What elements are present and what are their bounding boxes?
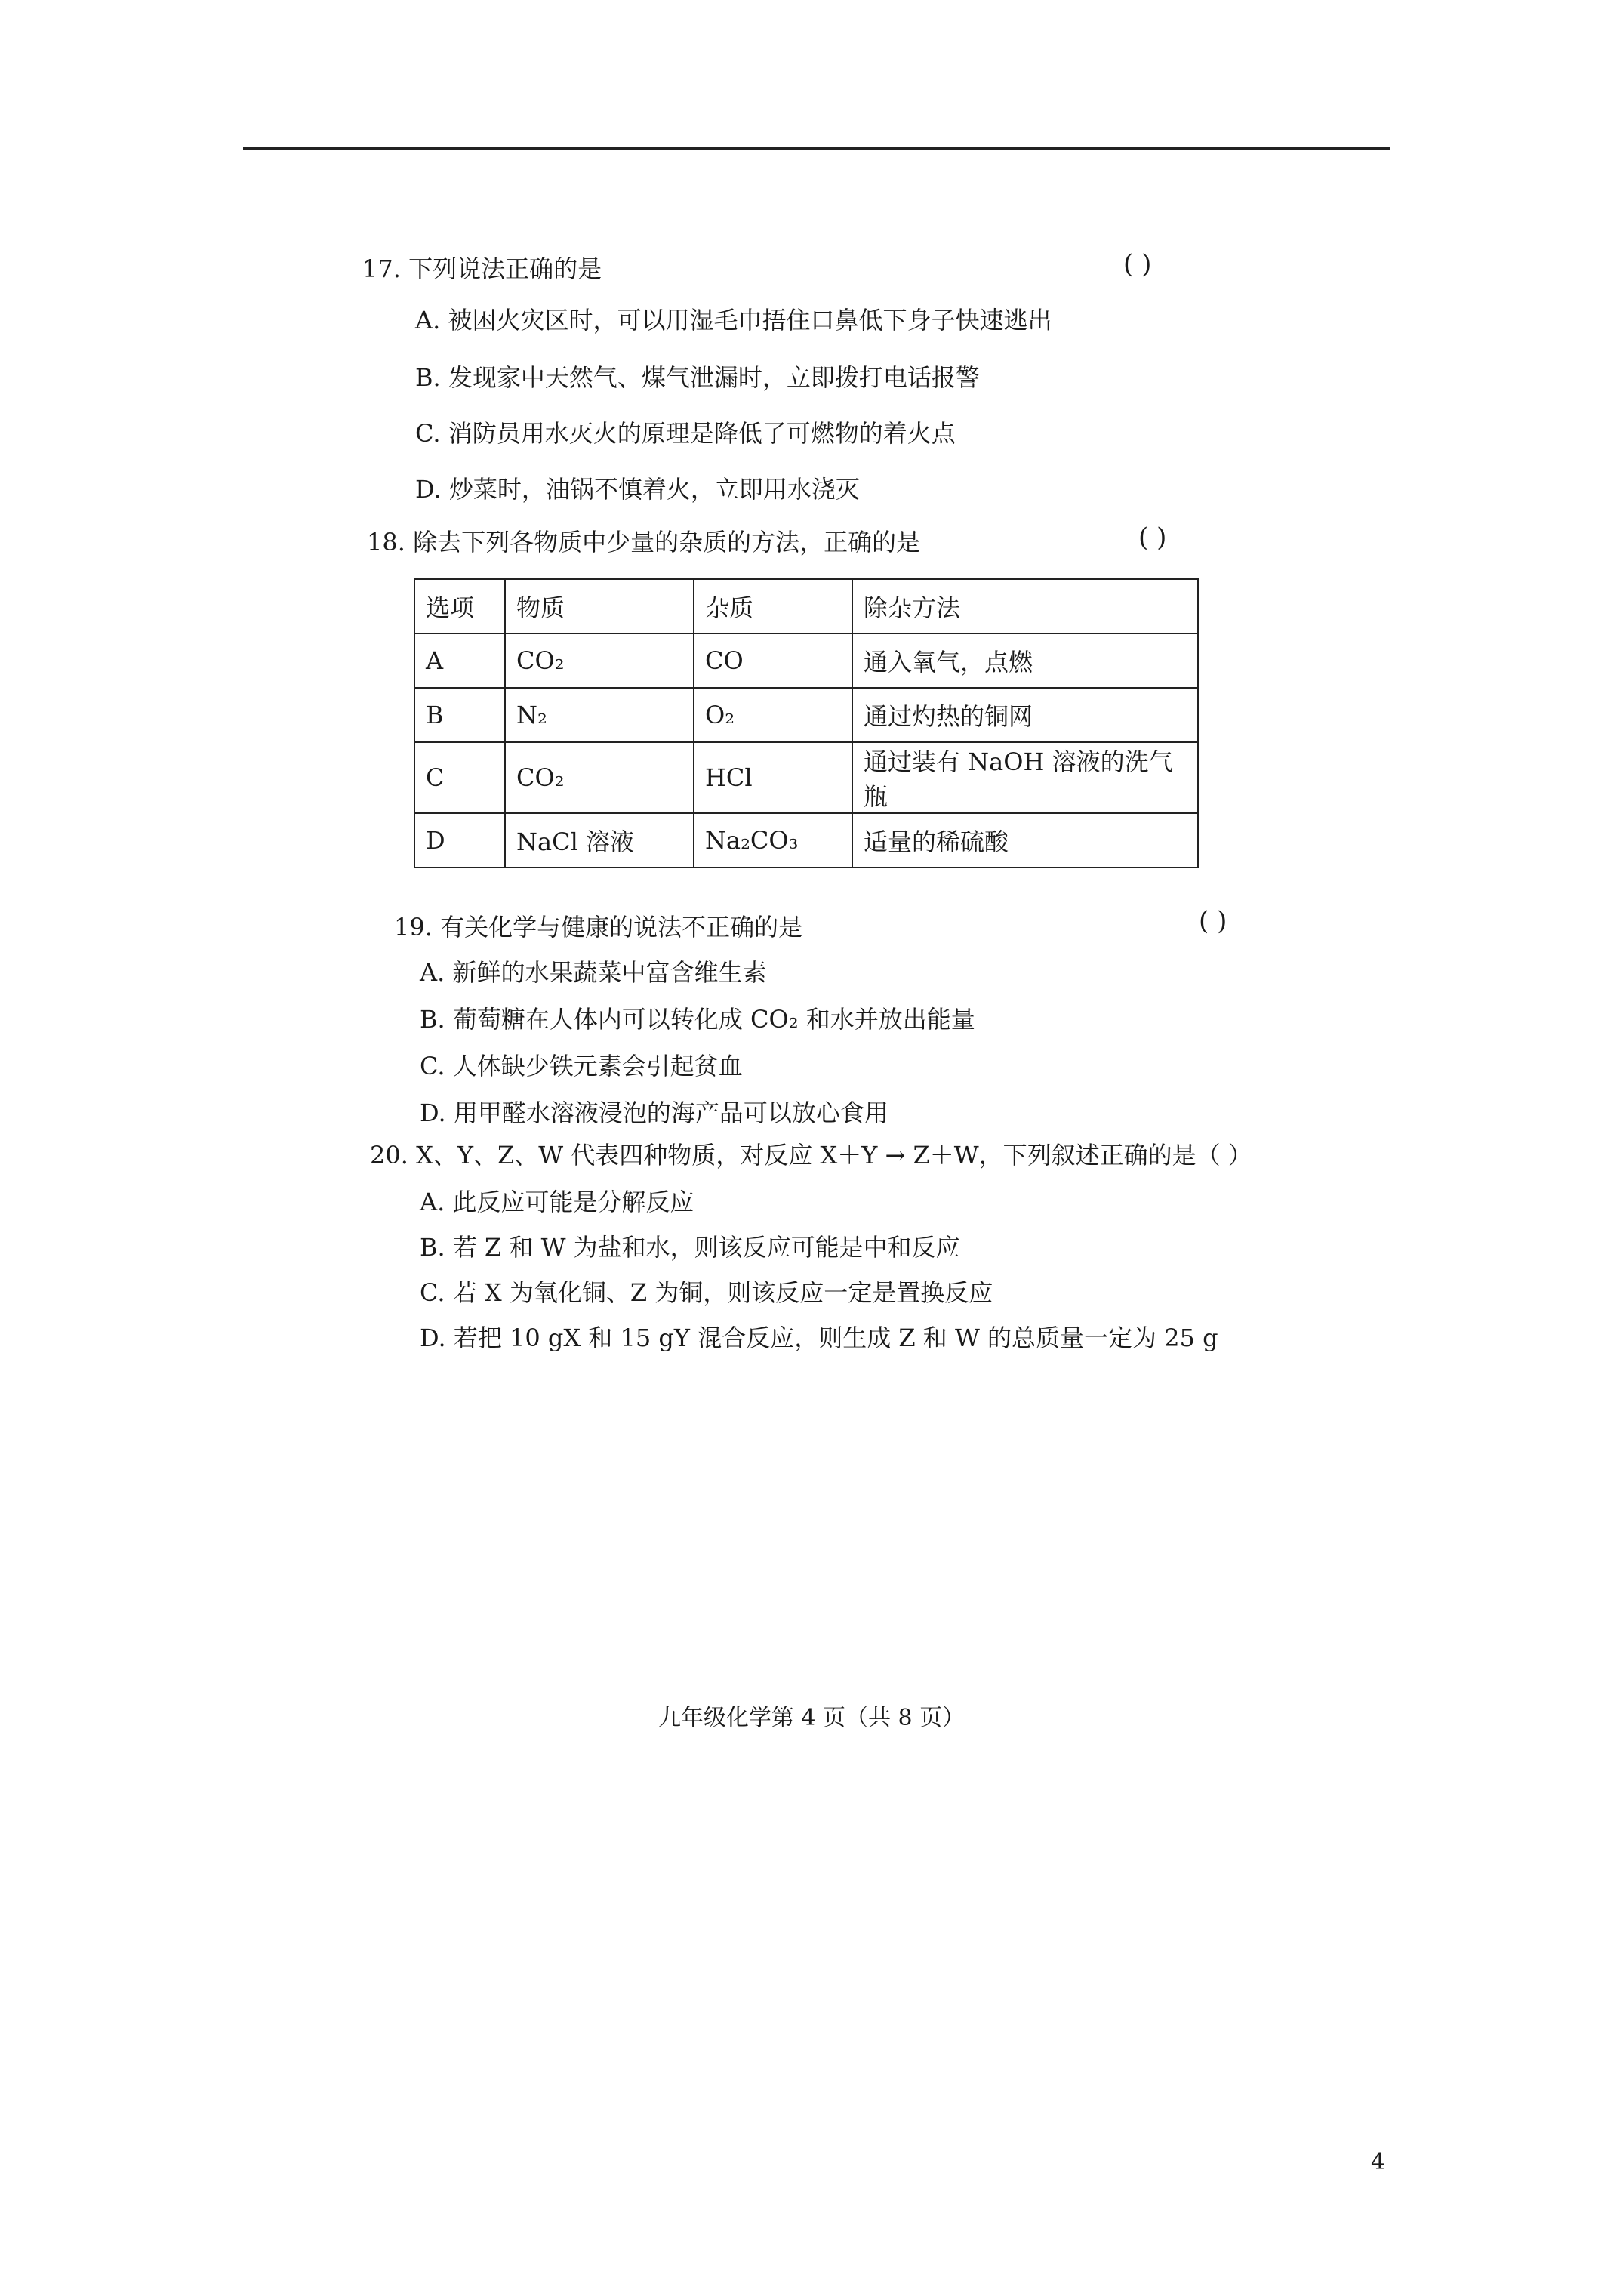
table-row <box>414 813 1198 868</box>
q20-option-d: D. 若把 10 gX 和 15 gY 混合反应，则生成 Z 和 W 的总质量一定为 25 g <box>420 1324 1218 1352</box>
table-header-row <box>414 579 1198 633</box>
q17-option-a: A. 被困火灾区时，可以用湿毛巾捂住口鼻低下身子快速逃出 <box>415 306 1052 334</box>
table-row <box>414 633 1198 688</box>
q20-option-a: A. 此反应可能是分解反应 <box>420 1188 694 1216</box>
q17-stem: 17. 下列说法正确的是 <box>362 254 602 283</box>
q19-option-d: D. 用甲醛水溶液浸泡的海产品可以放心食用 <box>420 1099 888 1127</box>
q17-option-b: B. 发现家中天然气、煤气泄漏时，立即拨打电话报警 <box>415 363 980 392</box>
table-cell: CO₂ <box>505 742 694 813</box>
table-cell: 通过灼热的铜网 <box>852 688 1198 742</box>
page-number: 4 <box>1371 2149 1386 2175</box>
table-cell: 通过装有 NaOH 溶液的洗气瓶 <box>852 742 1198 813</box>
table-cell: D <box>414 813 505 868</box>
header-cell: 选项 <box>414 579 505 633</box>
q19-answer-paren: ( ) <box>1199 906 1227 936</box>
table-cell: HCl <box>694 742 852 813</box>
q17-option-c: C. 消防员用水灭火的原理是降低了可燃物的着火点 <box>415 419 956 448</box>
table-cell: NaCl 溶液 <box>505 813 694 868</box>
q17-answer-paren: ( ) <box>1123 249 1152 279</box>
q20-option-b: B. 若 Z 和 W 为盐和水，则该反应可能是中和反应 <box>420 1233 960 1262</box>
table-cell: CO <box>694 633 852 688</box>
header-cell: 杂质 <box>694 579 852 633</box>
table-cell: N₂ <box>505 688 694 742</box>
table-cell: 适量的稀硫酸 <box>852 813 1198 868</box>
table-row <box>414 742 1198 813</box>
table-cell: A <box>414 633 505 688</box>
q19-stem: 19. 有关化学与健康的说法不正确的是 <box>394 913 803 942</box>
page-footer: 九年级化学第 4 页（共 8 页） <box>658 1705 965 1731</box>
header-cell: 除杂方法 <box>852 579 1198 633</box>
q19-option-a: A. 新鲜的水果蔬菜中富含维生素 <box>420 958 767 987</box>
header-cell: 物质 <box>505 579 694 633</box>
table-cell: Na₂CO₃ <box>694 813 852 868</box>
q19-option-b: B. 葡萄糖在人体内可以转化成 CO₂ 和水并放出能量 <box>420 1005 975 1034</box>
q17-option-d: D. 炒菜时，油锅不慎着火，立即用水浇灭 <box>415 475 860 504</box>
q18-stem: 18. 除去下列各物质中少量的杂质的方法，正确的是 <box>367 528 921 556</box>
header-rule <box>243 147 1390 150</box>
table-cell: C <box>414 742 505 813</box>
table-cell: B <box>414 688 505 742</box>
q18-table <box>414 578 1199 868</box>
table-row <box>414 688 1198 742</box>
q20-stem: 20. X、Y、Z、W 代表四种物质，对反应 X＋Y → Z＋W，下列叙述正确的是（ ） <box>370 1141 1252 1170</box>
table-cell: 通入氧气，点燃 <box>852 633 1198 688</box>
q18-answer-paren: ( ) <box>1138 522 1167 553</box>
table-cell: CO₂ <box>505 633 694 688</box>
q19-option-c: C. 人体缺少铁元素会引起贫血 <box>420 1052 743 1080</box>
table-cell: O₂ <box>694 688 852 742</box>
q20-option-c: C. 若 X 为氧化铜、Z 为铜，则该反应一定是置换反应 <box>420 1278 993 1307</box>
